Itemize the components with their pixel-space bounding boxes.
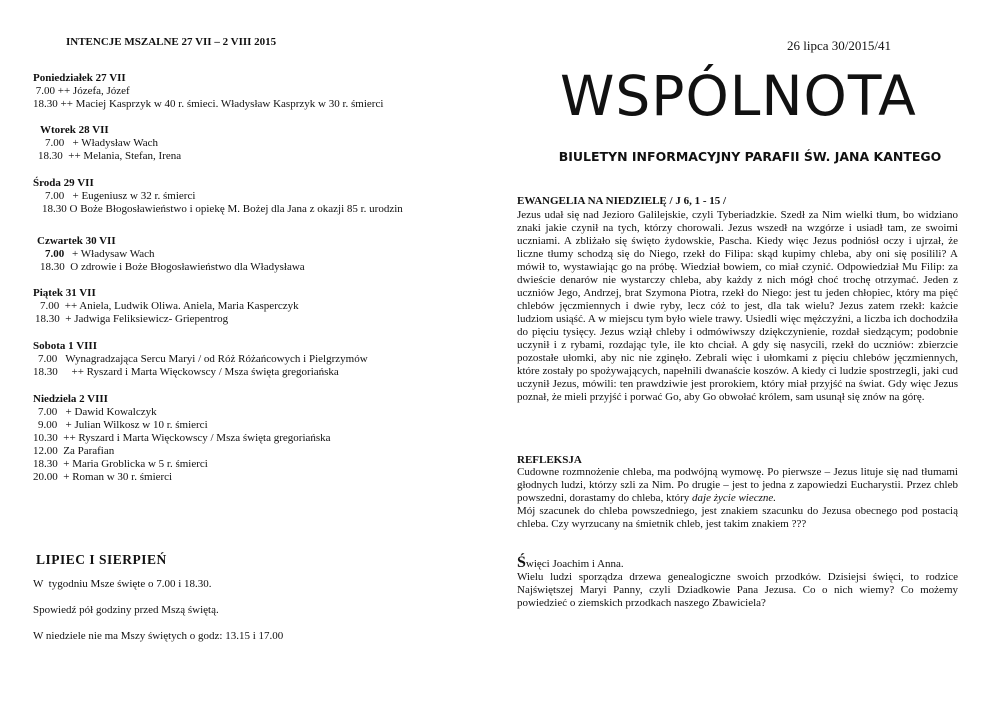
- reflection-italic: daje życie wieczne.: [692, 492, 777, 504]
- intention-row: 18.30 ++ Melania, Stefan, Irena: [38, 150, 182, 162]
- day-title-sunday: Niedziela 2 VIII: [33, 393, 108, 405]
- intention-row: 7.00 + Eugeniusz w 32 r. śmierci: [45, 190, 196, 202]
- day-title-thursday: Czwartek 30 VII: [37, 235, 116, 247]
- intention-row: 12.00 Za Parafian: [33, 445, 115, 457]
- intention-row: 20.00 + Roman w 30 r. śmierci: [33, 471, 173, 483]
- reflection-text-part: Cudowne rozmnożenie chleba, ma podwójną wymowę. Po pierwsze – Jezus lituje się nad tłumami głodnych ludzi, którzy szli za Nim. Po drugie – jest to jedna z zapowiedzi Eucharystii. Przez chleb powszedni, dorastamy do chleba, który: [517, 466, 958, 504]
- day-title-friday: Piątek 31 VII: [33, 287, 96, 299]
- day-title-saturday: Sobota 1 VIII: [33, 340, 97, 352]
- intention-row: 18.30 O Boże Błogosławieństwo i opiekę M. Bożej dla Jana z okazji 85 r. urodzin: [42, 203, 403, 215]
- intention-row: 9.00 + Julian Wilkosz w 10 r. śmierci: [38, 419, 208, 431]
- day-title-wednesday: Środa 29 VII: [33, 177, 94, 189]
- intention-row: 18.30 O zdrowie i Boże Błogosławieństwo dla Władysława: [40, 261, 305, 273]
- intention-row: 18.30 ++ Ryszard i Marta Więckowscy / Msza święta gregoriańska: [33, 366, 339, 378]
- intention-row: 7.00 ++ Józefa, Józef: [33, 85, 130, 97]
- intention-row: 7.00 Wynagradzająca Sercu Maryi / od Róż Różańcowych i Pielgrzymów: [38, 353, 368, 365]
- summer-line: W tygodniu Msze święte o 7.00 i 18.30.: [33, 578, 212, 590]
- day-title-monday: Poniedziałek 27 VII: [33, 72, 126, 84]
- reflection-text: [517, 466, 958, 531]
- bulletin-subtitle: BIULETYN INFORMACYJNY PARAFII ŚW. JANA KANTEGO: [558, 149, 942, 164]
- intentions-header: INTENCJE MSZALNE 27 VII – 2 VIII 2015: [66, 36, 277, 48]
- intention-row: 18.30 + Jadwiga Feliksiewicz- Griepentrog: [35, 313, 229, 325]
- gospel-text: Jezus udał się nad Jezioro Galilejskie, czyli Tyberiadzkie. Szedł za Nim wielki tłum, bo widziano znaki jakie czynił na tych, którzy chorowali. Jezus wszedł na wzgórze i usiadł tam, ze swoimi uczniami. A zbliżało się święto żydowskie, Pascha. Kiedy więc Jezus podniósł oczy i ujrzał, że liczne tłumy schodzą się do Niego, rzekł do Filipa: skąd kupimy chleba, aby oni się posilili? A mówił to, wystawiając go na próbę. Wiedział bowiem, co miał czynić. Odpowiedział Mu Filip: za dwieście denarów nie wystarczy chleba, aby każdy z nich mógł choć trochę otrzymać. Jeden z uczniów Jego, Andrzej, brat Szymona Piotra, rzekł do Niego: jest tu jeden chłopiec, który ma pięć chlebów jęczmiennych i dwie ryby, lecz cóż to jest, dla tak wielu? Jezus zatem rzekł: każcie ludziom usiąść. A w miejscu tym było wiele trawy. Usiedli więc mężczyźni, a liczba ich dochodziła do pięciu tysięcy. Jezus wziął chleby i odmówiwszy dziękczynienie, rozdał siedzącym; podobnie uczynił i z rybami, rozdając tyle, ile kto chciał. A gdy się nasycili, rzekł do uczniów: zbierzcie pozostałe ułomki, aby nic nie zginęło. Zebrali więc i ułomkami z pięciu chlebów jęczmiennych, które zostały po spożywających, napełnili dwanaście koszów. A kiedy ci ludzie spostrzegli, jaki cud uczynił Jezus, mówili: ten prawdziwie jest prorokiem, który miał przyjść na świat. Gdy więc Jezus poznał, że mieli przyjść i porwać Go, aby Go obwołać królem, sam usunął się znów na górę.: [517, 209, 958, 403]
- issue-date: 26 lipca 30/2015/41: [787, 38, 891, 53]
- reflection-title: REFLEKSJA: [517, 454, 582, 466]
- saints-title: więci Joachim i Anna.: [525, 558, 624, 570]
- saints-text: Wielu ludzi sporządza drzewa genealogiczne swoich przodków. Dzisiejsi święci, to rodzice Najświętszej Maryi Panny, czyli Dziadkowie Pana Jezusa. Co o nich wiemy? Co możemy powiedzieć o ziemskich przodkach naszego Zbawiciela?: [517, 571, 958, 609]
- day-title-tuesday: Wtorek 28 VII: [40, 124, 109, 136]
- intention-row: 18.30 ++ Maciej Kasprzyk w 40 r. śmieci. Władysław Kasprzyk w 30 r. śmierci: [33, 98, 384, 110]
- masthead-title: WSPÓLNOTA: [560, 64, 917, 128]
- intention-row: 7.00 + Dawid Kowalczyk: [38, 406, 157, 418]
- saints-initial: Ś: [517, 554, 526, 571]
- intention-row: 7.00 + Władysław Wach: [45, 137, 159, 149]
- intention-row: 7.00 ++ Aniela, Ludwik Oliwa. Aniela, Maria Kasperczyk: [40, 300, 299, 312]
- summer-line: Spowiedź pół godziny przed Mszą świętą.: [33, 604, 219, 616]
- reflection-text-part: Mój szacunek do chleba powszedniego, jest znakiem szacunku do Jezusa obecnego pod postacią chleba. Czy wyrzucany na śmietnik chleb, jest takim znakiem ???: [517, 505, 958, 530]
- summer-title: LIPIEC I SIERPIEŃ: [36, 552, 167, 567]
- gospel-title: EWANGELIA NA NIEDZIELĘ / J 6, 1 - 15 /: [517, 195, 727, 207]
- summer-line: W niedziele nie ma Mszy świętych o godz: 13.15 i 17.00: [33, 630, 284, 642]
- intention-row: + Władysaw Wach: [72, 248, 155, 260]
- intention-time: 7.00: [45, 248, 65, 260]
- saints-section: [517, 556, 958, 610]
- intention-row: 10.30 ++ Ryszard i Marta Więckowscy / Msza święta gregoriańska: [33, 432, 331, 444]
- intention-row: 18.30 + Maria Groblicka w 5 r. śmierci: [33, 458, 208, 470]
